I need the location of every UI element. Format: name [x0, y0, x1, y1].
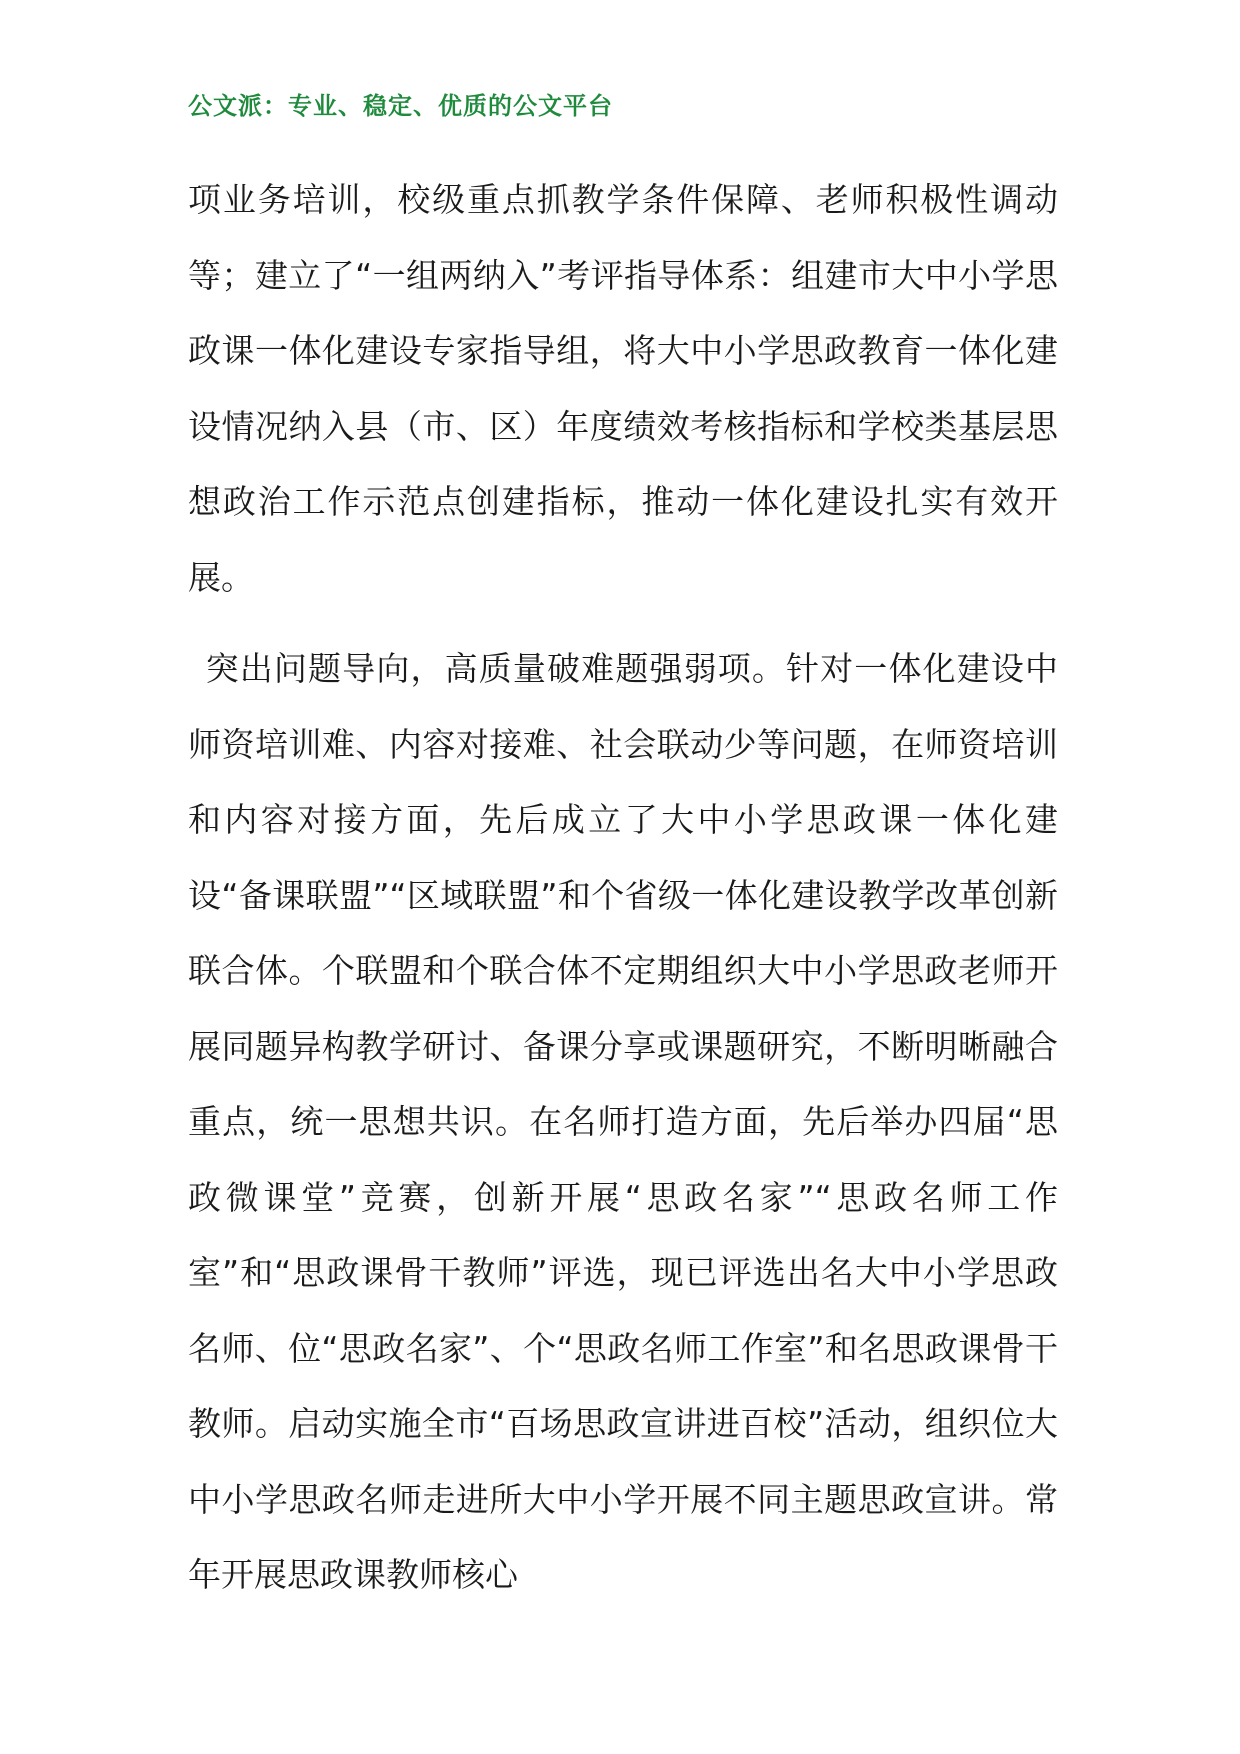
body-paragraph-2-text: 突出问题导向，高质量破难题强弱项。针对一体化建设中师资培训难、内容对接难、社会联动少等问题，在师资培训和内容对接方面，先后成立了大中小学思政课一体化建设“备课联盟”“区域联盟”和个省级一体化建设教学改革创新联合体。个联盟和个联合体不定期组织大中小学思政老师开展同题异构教学研讨、备课分享或课题研究，不断明晰融合重点，统一思想共识。在名师打造方面，先后举办四届“思政微课堂”竞赛，创新开展“思政名家”“思政名师工作室”和“思政课骨干教师”评选，现已评选出名大中小学思政名师、位“思政名家”、个“思政名师工作室”和名思政课骨干教师。启动实施全市“百场思政宣讲进百校”活动，组织位大中小学思政名师走进所大中小学开展不同主题思政宣讲。常年开展思政课教师核心: [188, 649, 1058, 1594]
paragraph-indent: [188, 649, 205, 688]
body-paragraph-2: [188, 631, 1058, 1613]
body-paragraph-1: 项业务培训，校级重点抓教学条件保障、老师积极性调动等；建立了“一组两纳入”考评指导体系：组建市大中小学思政课一体化建设专家指导组，将大中小学思政教育一体化建设情况纳入县（市、区）年度绩效考核指标和学校类基层思想政治工作示范点创建指标，推动一体化建设扎实有效开展。: [188, 180, 1058, 597]
document-header: 公文派：专业、稳定、优质的公文平台: [188, 91, 613, 120]
document-body: [188, 162, 1058, 1613]
